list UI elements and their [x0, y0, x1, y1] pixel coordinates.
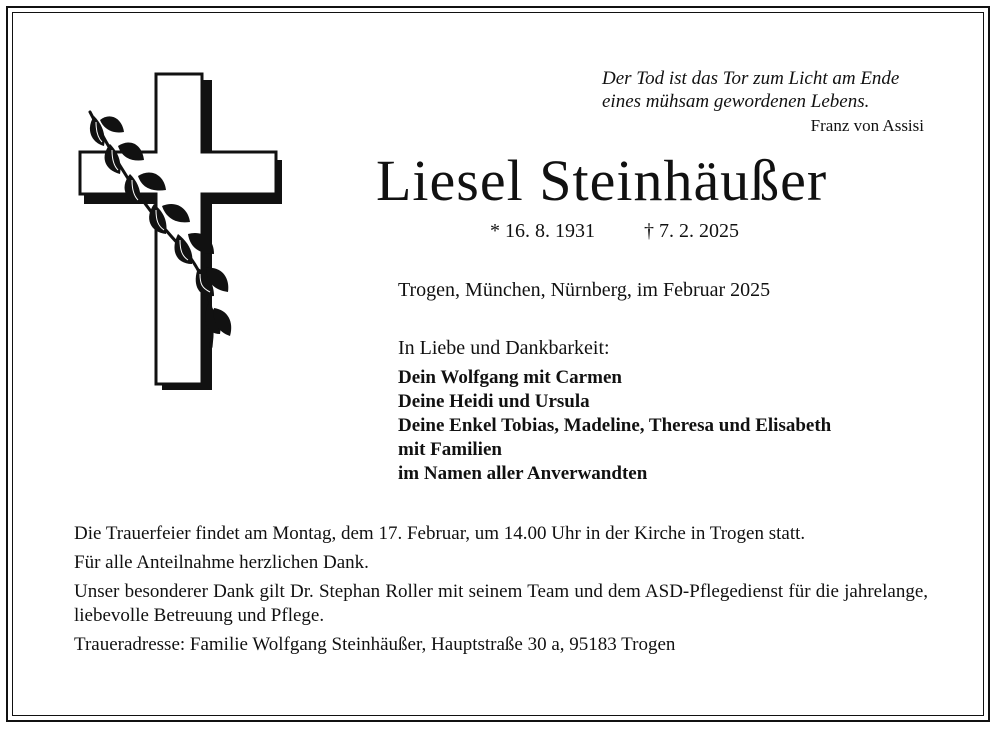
deceased-name: Liesel Steinhäußer [376, 148, 828, 213]
family-member-line: Deine Enkel Tobias, Madeline, Theresa und Elisabeth [398, 415, 832, 436]
family-member-line: Dein Wolfgang mit Carmen [398, 367, 622, 388]
quote-line: Der Tod ist das Tor zum Licht am Ende [602, 68, 900, 89]
quote-line: eines mühsam gewordenen Lebens. [602, 91, 870, 112]
death-date: † 7. 2. 2025 [644, 220, 739, 242]
funeral-info: Die Trauerfeier findet am Montag, dem 17. Februar, um 14.00 Uhr in der Kirche in Trogen statt. [74, 523, 806, 544]
special-thanks-text: Unser besonderer Dank gilt Dr. Stephan Roller mit seinem Team und dem ASD-Pflegedienst für die jahrelange, liebevolle Betreuung und Pflege. [74, 581, 928, 626]
family-member-line: Deine Heidi und Ursula [398, 391, 590, 412]
family-member-line: im Namen aller Anverwandten [398, 463, 648, 484]
family-intro: In Liebe und Dankbarkeit: [398, 337, 610, 359]
place-and-date: Trogen, München, Nürnberg, im Februar 2025 [398, 279, 771, 301]
mourning-address: Traueradresse: Familie Wolfgang Steinhäußer, Hauptstraße 30 a, 95183 Trogen [74, 634, 676, 655]
quote-author: Franz von Assisi [810, 116, 924, 135]
birth-date: * 16. 8. 1931 [490, 220, 595, 242]
cross-with-palm-branch-icon [76, 72, 286, 397]
quote-block [504, 67, 924, 137]
family-block [398, 336, 958, 486]
family-member-line: mit Familien [398, 439, 502, 460]
info-block [74, 522, 928, 662]
thanks-text: Für alle Anteilnahme herzlichen Dank. [74, 552, 369, 573]
life-dates [490, 218, 739, 244]
